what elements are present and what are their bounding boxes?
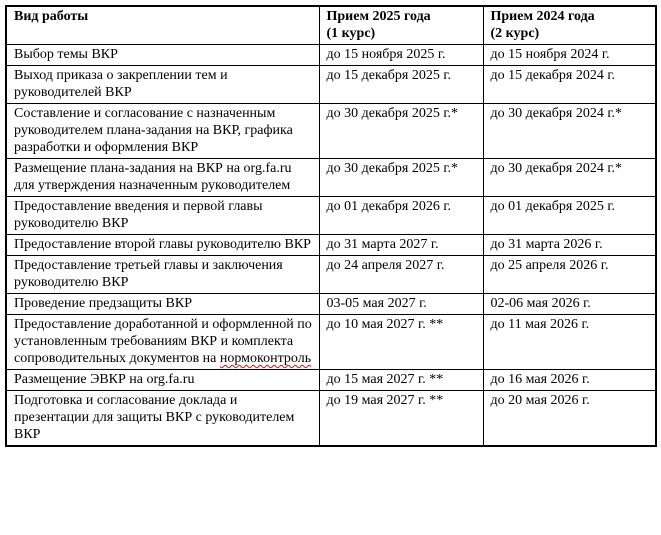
intake-2025-cell: до 24 апреля 2027 г. — [319, 256, 483, 294]
table-row — [6, 197, 656, 235]
header-intake-2024 — [483, 6, 656, 45]
work-type-cell: Выход приказа о закреплении тем и руководителей ВКР — [6, 66, 319, 104]
table-row — [6, 256, 656, 294]
intake-2024-cell: до 11 мая 2026 г. — [483, 315, 656, 370]
table-row — [6, 370, 656, 391]
table-row — [6, 235, 656, 256]
table-body — [6, 45, 656, 447]
header-intake-2025-sub: (1 курс) — [326, 26, 376, 41]
work-type-cell: Предоставление третьей главы и заключения руководителю ВКР — [6, 256, 319, 294]
intake-2024-cell: до 01 декабря 2025 г. — [483, 197, 656, 235]
intake-2024-cell: до 30 декабря 2024 г.* — [483, 159, 656, 197]
intake-2024-cell: до 16 мая 2026 г. — [483, 370, 656, 391]
work-type-cell: Размещение ЭВКР на org.fa.ru — [6, 370, 319, 391]
intake-2025-cell: до 30 декабря 2025 г.* — [319, 104, 483, 159]
table-row — [6, 45, 656, 66]
intake-2025-cell: до 15 ноября 2025 г. — [319, 45, 483, 66]
intake-2024-cell: до 30 декабря 2024 г.* — [483, 104, 656, 159]
header-intake-2024-label: Прием 2024 года — [490, 9, 595, 24]
intake-2024-cell: до 15 ноября 2024 г. — [483, 45, 656, 66]
header-work-type-label: Вид работы — [14, 9, 89, 24]
work-type-cell: Размещение плана-задания на ВКР на org.fa.ru для утверждения назначенным руководителем — [6, 159, 319, 197]
table-row — [6, 159, 656, 197]
intake-2025-cell: до 30 декабря 2025 г.* — [319, 159, 483, 197]
table-row — [6, 391, 656, 447]
table-row — [6, 315, 656, 370]
intake-2024-cell: до 15 декабря 2024 г. — [483, 66, 656, 104]
work-type-cell: Предоставление доработанной и оформленной по установленным требованиям ВКР и комплекта сопроводительных документов на нормоконтроль — [6, 315, 319, 370]
intake-2024-cell: до 25 апреля 2026 г. — [483, 256, 656, 294]
misspelled-word: нормоконтроль — [219, 351, 312, 366]
work-type-cell: Предоставление введения и первой главы руководителю ВКР — [6, 197, 319, 235]
work-type-cell: Подготовка и согласование доклада и презентации для защиты ВКР с руководителем ВКР — [6, 391, 319, 447]
table-row — [6, 294, 656, 315]
intake-2025-cell: до 19 мая 2027 г. ** — [319, 391, 483, 447]
intake-2025-cell: до 15 декабря 2025 г. — [319, 66, 483, 104]
vkr-schedule-table — [5, 5, 657, 447]
header-work-type — [6, 6, 319, 45]
header-intake-2024-sub: (2 курс) — [490, 26, 540, 41]
intake-2025-cell: до 31 марта 2027 г. — [319, 235, 483, 256]
work-type-cell: Проведение предзащиты ВКР — [6, 294, 319, 315]
intake-2025-cell: до 10 мая 2027 г. ** — [319, 315, 483, 370]
table-row — [6, 66, 656, 104]
header-intake-2025-label: Прием 2025 года — [326, 9, 431, 24]
header-work-type-sub — [14, 25, 315, 42]
header-intake-2025 — [319, 6, 483, 45]
intake-2025-cell: до 15 мая 2027 г. ** — [319, 370, 483, 391]
intake-2024-cell: до 31 марта 2026 г. — [483, 235, 656, 256]
table-row — [6, 104, 656, 159]
work-type-cell: Предоставление второй главы руководителю ВКР — [6, 235, 319, 256]
work-type-cell: Выбор темы ВКР — [6, 45, 319, 66]
intake-2024-cell: 02-06 мая 2026 г. — [483, 294, 656, 315]
work-type-cell: Составление и согласование с назначенным руководителем плана-задания на ВКР, графика разработки и оформления ВКР — [6, 104, 319, 159]
intake-2025-cell: 03-05 мая 2027 г. — [319, 294, 483, 315]
intake-2025-cell: до 01 декабря 2026 г. — [319, 197, 483, 235]
intake-2024-cell: до 20 мая 2026 г. — [483, 391, 656, 447]
header-row — [6, 6, 656, 45]
